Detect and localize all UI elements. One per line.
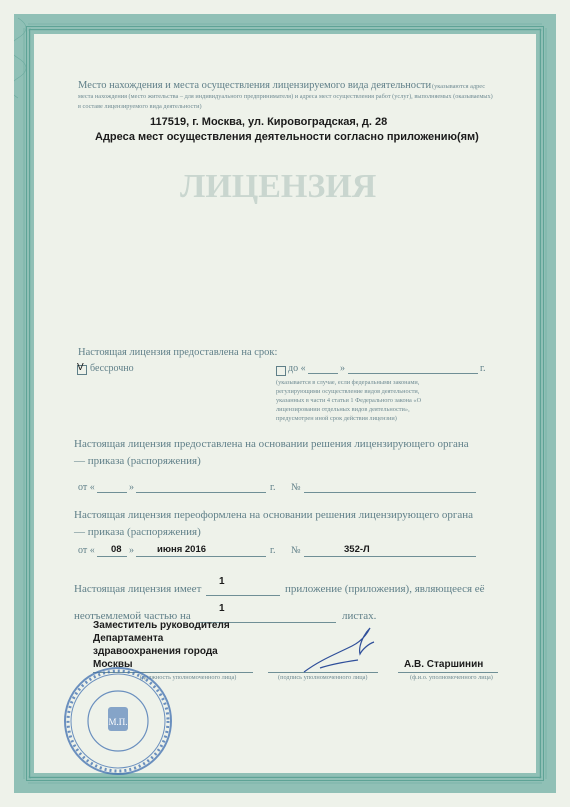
signer-name: А.В. Старшинин: [404, 659, 484, 670]
location-note-2: места нахождения (место жительства – для индивидуального предпринимателя) и адреса мест осуществления работ (услуг), выполняемых (оказываемых): [78, 93, 493, 100]
granted-number-sign: №: [291, 482, 301, 493]
reissued-month-year: июня 2016: [157, 544, 207, 555]
reissued-close-quote: »: [129, 545, 134, 556]
granted-number-line: [304, 492, 476, 493]
location-heading: Место нахождения и места осуществления лицензируемого вида деятельности: [78, 80, 432, 91]
term-unlimited: бессрочно: [90, 363, 134, 374]
reissued-year-suffix: г.: [270, 545, 276, 556]
caption-position: (должность уполномоченного лица): [140, 674, 237, 681]
appendix-text-3: неотъемлемой частью на: [74, 610, 191, 622]
term-date-line: [348, 373, 478, 374]
signer-position-2: Департамента: [93, 633, 164, 644]
address: 117519, г. Москва, ул. Кировоградская, д. 28: [150, 116, 388, 128]
term-note: (указывается в случае, если федеральными законами, регулирующими осуществление видов деятельности, указанных в части 4 статьи 1 Федерального закона «О лицензировании отдельных видов деятельности», предусмотрен иной срок действия лицензии): [276, 379, 422, 422]
reissued-text-2: — приказа (распоряжения): [74, 526, 201, 538]
reissued-day-line: [97, 556, 127, 557]
term-heading: Настоящая лицензия предоставлена на срок:: [78, 347, 278, 358]
reissued-from: от «: [78, 545, 95, 556]
granted-text-2: — приказа (распоряжения): [74, 455, 201, 467]
signer-position-3: здравоохранения города: [93, 646, 218, 657]
granted-close-quote: »: [129, 482, 134, 493]
appendix-note: Адреса мест осуществления деятельности согласно приложению(ям): [95, 131, 479, 143]
stamp-place: М.П.: [108, 717, 128, 727]
reissued-date-line: [136, 556, 266, 557]
reissued-number-line: [304, 556, 476, 557]
granted-text-1: Настоящая лицензия предоставлена на основании решения лицензирующего органа: [74, 438, 469, 450]
handwritten-signature: [300, 620, 390, 680]
appendix-sheets: 1: [219, 603, 225, 614]
appendix-count-line: [206, 595, 280, 596]
reissued-text-1: Настоящая лицензия переоформлена на основании решения лицензирующего органа: [74, 509, 473, 521]
watermark-title: ЛИЦЕНЗИЯ: [180, 168, 377, 205]
term-close-quote: »: [340, 363, 345, 374]
until-checkbox: [276, 366, 286, 376]
appendix-text-2: приложение (приложения), являющееся её: [285, 583, 485, 595]
granted-day-line: [97, 492, 127, 493]
official-seal: [62, 665, 174, 777]
granted-date-line: [136, 492, 266, 493]
reissued-number: 352-Л: [344, 544, 370, 555]
appendix-text-4: листах.: [342, 610, 377, 622]
term-day-line: [308, 373, 338, 374]
appendix-text-1: Настоящая лицензия имеет: [74, 583, 202, 595]
reissued-day: 08: [111, 544, 122, 555]
signer-position-4: Москвы: [93, 659, 133, 670]
location-note-1: (указываются адрес: [432, 83, 486, 90]
caption-signature: (подпись уполномоченного лица): [278, 674, 368, 681]
granted-year-suffix: г.: [270, 482, 276, 493]
signer-position-1: Заместитель руководителя: [93, 620, 230, 631]
location-note-3: в составе лицензируемого вида деятельности): [78, 103, 202, 110]
term-until: до «: [288, 363, 306, 374]
term-year-suffix: г.: [480, 363, 486, 374]
checkmark: V: [77, 362, 84, 373]
appendix-count: 1: [219, 576, 225, 587]
reissued-number-sign: №: [291, 545, 301, 556]
granted-from: от «: [78, 482, 95, 493]
caption-name: (ф.и.о. уполномоченного лица): [410, 674, 493, 681]
